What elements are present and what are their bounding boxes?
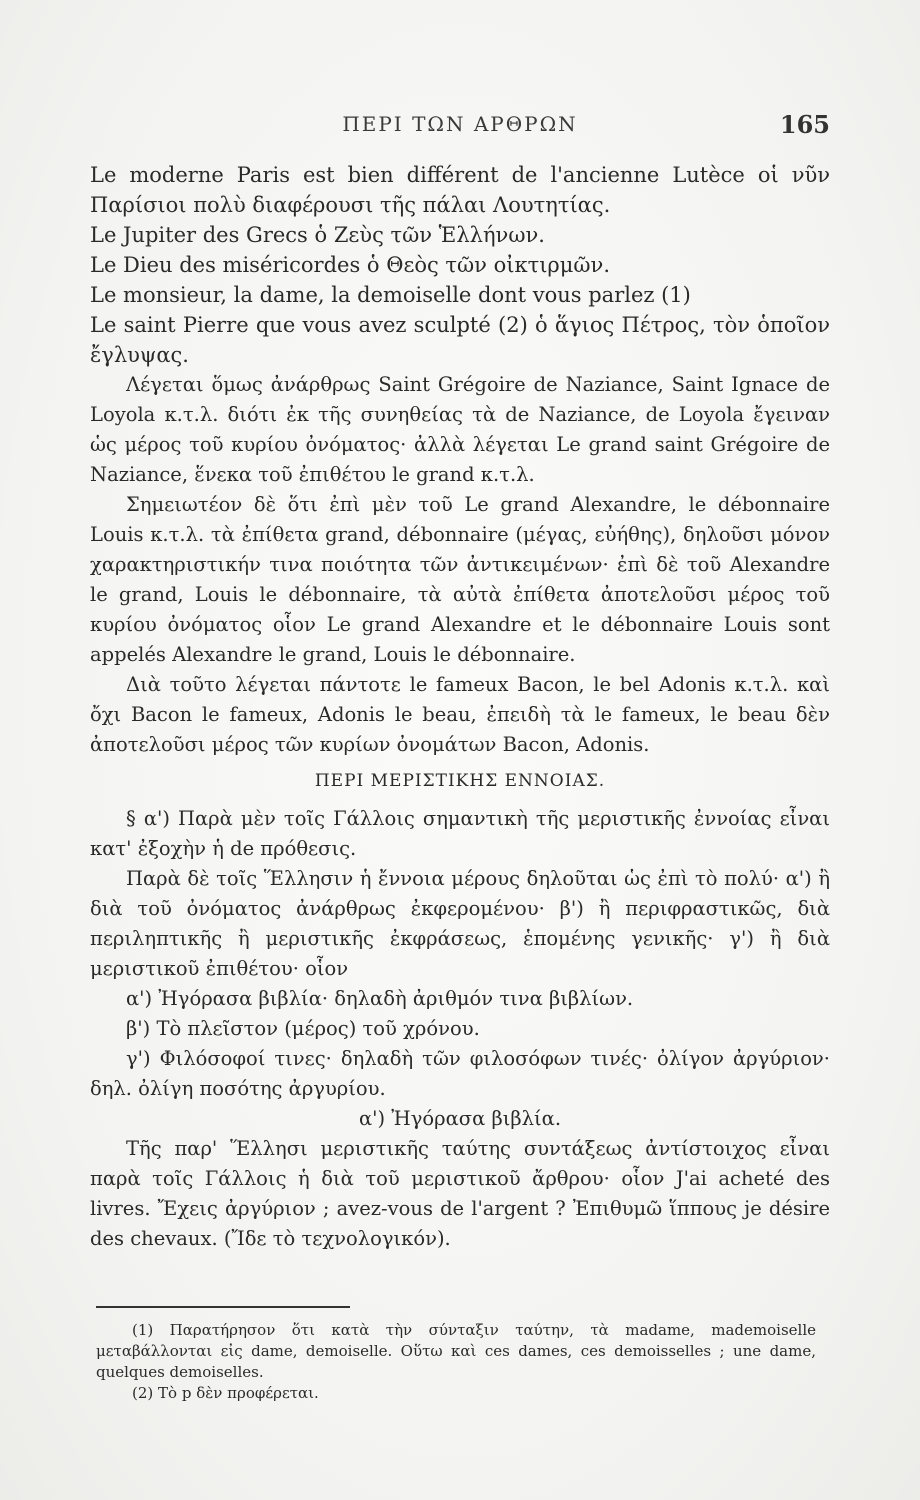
section-heading: ΠΕΡΙ ΜΕΡΙΣΤΙΚΗΣ ΕΝΝΟΙΑΣ. [314, 771, 606, 791]
paragraph: Λέγεται ὅμως ἀνάρθρως Saint Grégoire de Naziance, Saint Ignace de Loyola κ.τ.λ. διότι ἐκ τῆς συνηθείας τὰ de Naziance, de Loyola ἔγειναν ὡς μέρος τοῦ κυρίου ὀνόματος· ἀλλὰ λέγεται Le grand saint Grégoire de Naziance, ἕνεκα τοῦ ἐπιθέτου le grand κ.τ.λ. [90, 373, 830, 486]
paragraph: Τῆς παρ' Ἕλλησι μεριστικῆς ταύτης συντάξεως ἀντίστοιχος εἶναι παρὰ τοῖς Γάλλοις ἡ διὰ τοῦ μεριστικοῦ ἄρθρου· οἷον J'ai acheté des livres. Ἔχεις ἀργύριον ; avez-vous de l'argent ? Ἐπιθυμῶ ἵππους je désire des chevaux. (Ἴδε τὸ τεχνολογικόν). [90, 1137, 830, 1250]
paragraph: Διὰ τοῦτο λέγεται πάντοτε le fameux Bacon, le bel Adonis κ.τ.λ. καὶ ὄχι Bacon le fameux, Adonis le beau, ἐπειδὴ τὰ le fameux, le beau δὲν ἀποτελοῦσι μέρος τῶν κυρίων ὀνομάτων Bacon, Adonis. [90, 673, 830, 756]
footnote: (2) Τὸ p δὲν προφέρεται. [132, 1384, 319, 1402]
page-number: 165 [779, 110, 830, 139]
running-title: ΠΕΡΙ ΤΩΝ ΑΡΘΡΩΝ [342, 112, 578, 136]
page-header [90, 112, 830, 142]
main-text [90, 160, 830, 1254]
paragraph: § α') Παρὰ μὲν τοῖς Γάλλοις σημαντικὴ τῆς μεριστικῆς ἐννοίας εἶναι κατ' ἐξοχὴν ἡ de πρόθεσις. [90, 807, 830, 860]
paragraph: Le Dieu des miséricordes ὁ Θεὸς τῶν οἰκτιρμῶν. [90, 253, 610, 277]
paragraph: Σημειωτέον δὲ ὅτι ἐπὶ μὲν τοῦ Le grand Alexandre, le débonnaire Louis κ.τ.λ. τὰ ἐπίθετα grand, débonnaire (μέγας, εὐήθης), δηλοῦσι μόνον χαρακτηριστικήν τινα ποιότητα τῶν ἀντικειμένων· ἐπὶ δὲ τοῦ Alexandre le grand, Louis le débonnaire, τὰ αὐτὰ ἐπίθετα ἀποτελοῦσι μέρος τοῦ κυρίου ὀνόματος οἷον Le grand Alexandre et le débonnaire Louis sont appelés Alexandre le grand, Louis le débonnaire. [90, 493, 830, 666]
example-line: β') Τὸ πλεῖστον (μέρος) τοῦ χρόνου. [126, 1017, 480, 1040]
paragraph: Παρὰ δὲ τοῖς Ἕλλησιν ἡ ἔννοια μέρους δηλοῦται ὡς ἐπὶ τὸ πολύ· α') ἢ διὰ τοῦ ὀνόματος ἀνάρθρως ἐκφερομένου· β') ἢ περιφραστικῶς, διὰ περιληπτικῆς ἢ μεριστικῆς ἐκφράσεως, ἑπομένης γενικῆς· γ') ἢ διὰ μεριστικοῦ ἐπιθέτου· οἷον [90, 867, 830, 980]
example-line: α') Ἠγόρασα βιβλία. [358, 1107, 562, 1130]
example-line: α') Ἠγόρασα βιβλία· δηλαδὴ ἀριθμόν τινα βιβλίων. [126, 987, 634, 1010]
footnote: (1) Παρατήρησον ὅτι κατὰ τὴν σύνταξιν ταύτην, τὰ madame, mademoiselle μεταβάλλονται εἰς dame, demoiselle. Οὕτω καὶ ces dames, ces demoisselles ; une dame, quelques demoiselles. [96, 1321, 816, 1381]
footnotes [96, 1320, 816, 1404]
paragraph: Le Jupiter des Grecs ὁ Ζεὺς τῶν Ἑλλήνων. [90, 223, 545, 247]
paragraph: Le moderne Paris est bien différent de l'ancienne Lutèce οἱ νῦν Παρίσιοι πολὺ διαφέρουσι τῆς πάλαι Λουτητίας. [90, 163, 830, 217]
paragraph: Le saint Pierre que vous avez sculpté (2) ὁ ἅγιος Πέτρος, τὸν ὁποῖον ἔγλυψας. [90, 313, 830, 367]
footnote-divider [96, 1306, 350, 1308]
paragraph: Le monsieur, la dame, la demoiselle dont vous parlez (1) [90, 283, 691, 307]
example-line: γ') Φιλόσοφοί τινες· δηλαδὴ τῶν φιλοσόφων τινές· ὀλίγον ἀργύριον· δηλ. ὀλίγη ποσότης ἀργυρίου. [90, 1047, 830, 1100]
